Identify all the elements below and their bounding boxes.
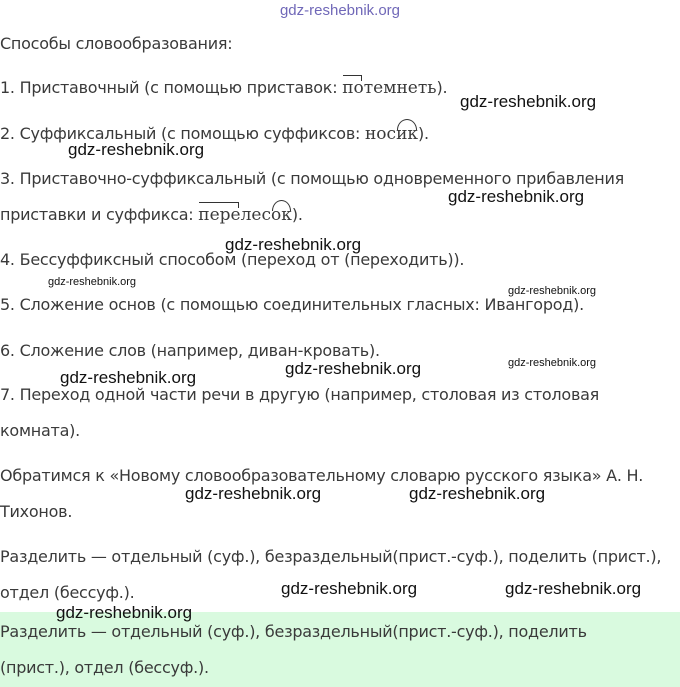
watermark: gdz-reshebnik.org (508, 357, 597, 369)
method-7-line-1: 7. Переход одной части речи в другую (например, столовая из столовая (0, 385, 600, 404)
prefix-mark: по (342, 78, 364, 98)
site-link[interactable]: gdz-reshebnik.org (279, 2, 401, 19)
watermark: gdz-reshebnik.org (68, 140, 205, 159)
watermark: gdz-reshebnik.org (460, 92, 597, 111)
method-7-line-2: комната). (0, 421, 80, 440)
examples-line-1: Разделить — отдельный (суф.), безраздельный(прист.-суф.), поделить (прист.), (0, 547, 662, 566)
method-3-line-2 (0, 205, 303, 225)
watermark: gdz-reshebnik.org (281, 579, 418, 598)
example-word-perelesok (198, 205, 292, 225)
heading: Способы словообразования: (0, 34, 233, 53)
watermark: gdz-reshebnik.org (508, 285, 597, 297)
method-1-end: ). (436, 78, 448, 97)
watermark: gdz-reshebnik.org (56, 603, 193, 622)
method-2-text: 2. Суффиксальный (с помощью суффиксов: (0, 124, 365, 143)
answer-line-2: (прист.), отдел (бессуф.). (0, 658, 209, 677)
watermark: gdz-reshebnik.org (505, 579, 642, 598)
answer-line-1: Разделить — отдельный (суф.), безраздельный(прист.-суф.), поделить (0, 622, 587, 641)
method-3-line-1: 3. Приставочно-суффиксальный (с помощью одновременного прибавления (0, 169, 624, 188)
method-6: 6. Сложение слов (например, диван-кровать). (0, 341, 380, 360)
example-word-potemnet (342, 78, 436, 98)
suffix-mark: ик (396, 124, 419, 144)
watermark: gdz-reshebnik.org (60, 368, 197, 387)
watermark: gdz-reshebnik.org (448, 187, 585, 206)
example-word-nosik (365, 124, 418, 144)
watermark: gdz-reshebnik.org (285, 359, 422, 378)
method-5: 5. Сложение основ (с помощью соединительных гласных: Ивангород). (0, 295, 584, 314)
suffix-mark: ок (271, 205, 292, 225)
dictionary-paragraph-line-2: Тихонов. (0, 502, 73, 521)
method-4: 4. Бессуффиксный способом (переход от (переходить)). (0, 250, 465, 269)
method-2-end: ). (418, 124, 429, 143)
method-1 (0, 78, 447, 98)
dictionary-paragraph-line-1: Обратимся к «Новому словообразовательному словарю русского языка» А. Н. (0, 466, 644, 485)
word-root: темнеть (363, 78, 437, 98)
watermark: gdz-reshebnik.org (185, 484, 322, 503)
method-3-end: ). (291, 205, 303, 224)
prefix-mark: пере (198, 205, 241, 225)
method-2 (0, 124, 429, 144)
watermark: gdz-reshebnik.org (225, 235, 362, 254)
word-root: лес (240, 205, 271, 225)
method-3-text: приставки и суффикса: (0, 205, 199, 224)
watermark: gdz-reshebnik.org (409, 484, 546, 503)
method-1-text: 1. Приставочный (с помощью приставок: (0, 78, 343, 97)
examples-line-2: отдел (бессуф.). (0, 583, 135, 602)
watermark: gdz-reshebnik.org (48, 276, 137, 288)
word-root: нос (364, 124, 397, 144)
